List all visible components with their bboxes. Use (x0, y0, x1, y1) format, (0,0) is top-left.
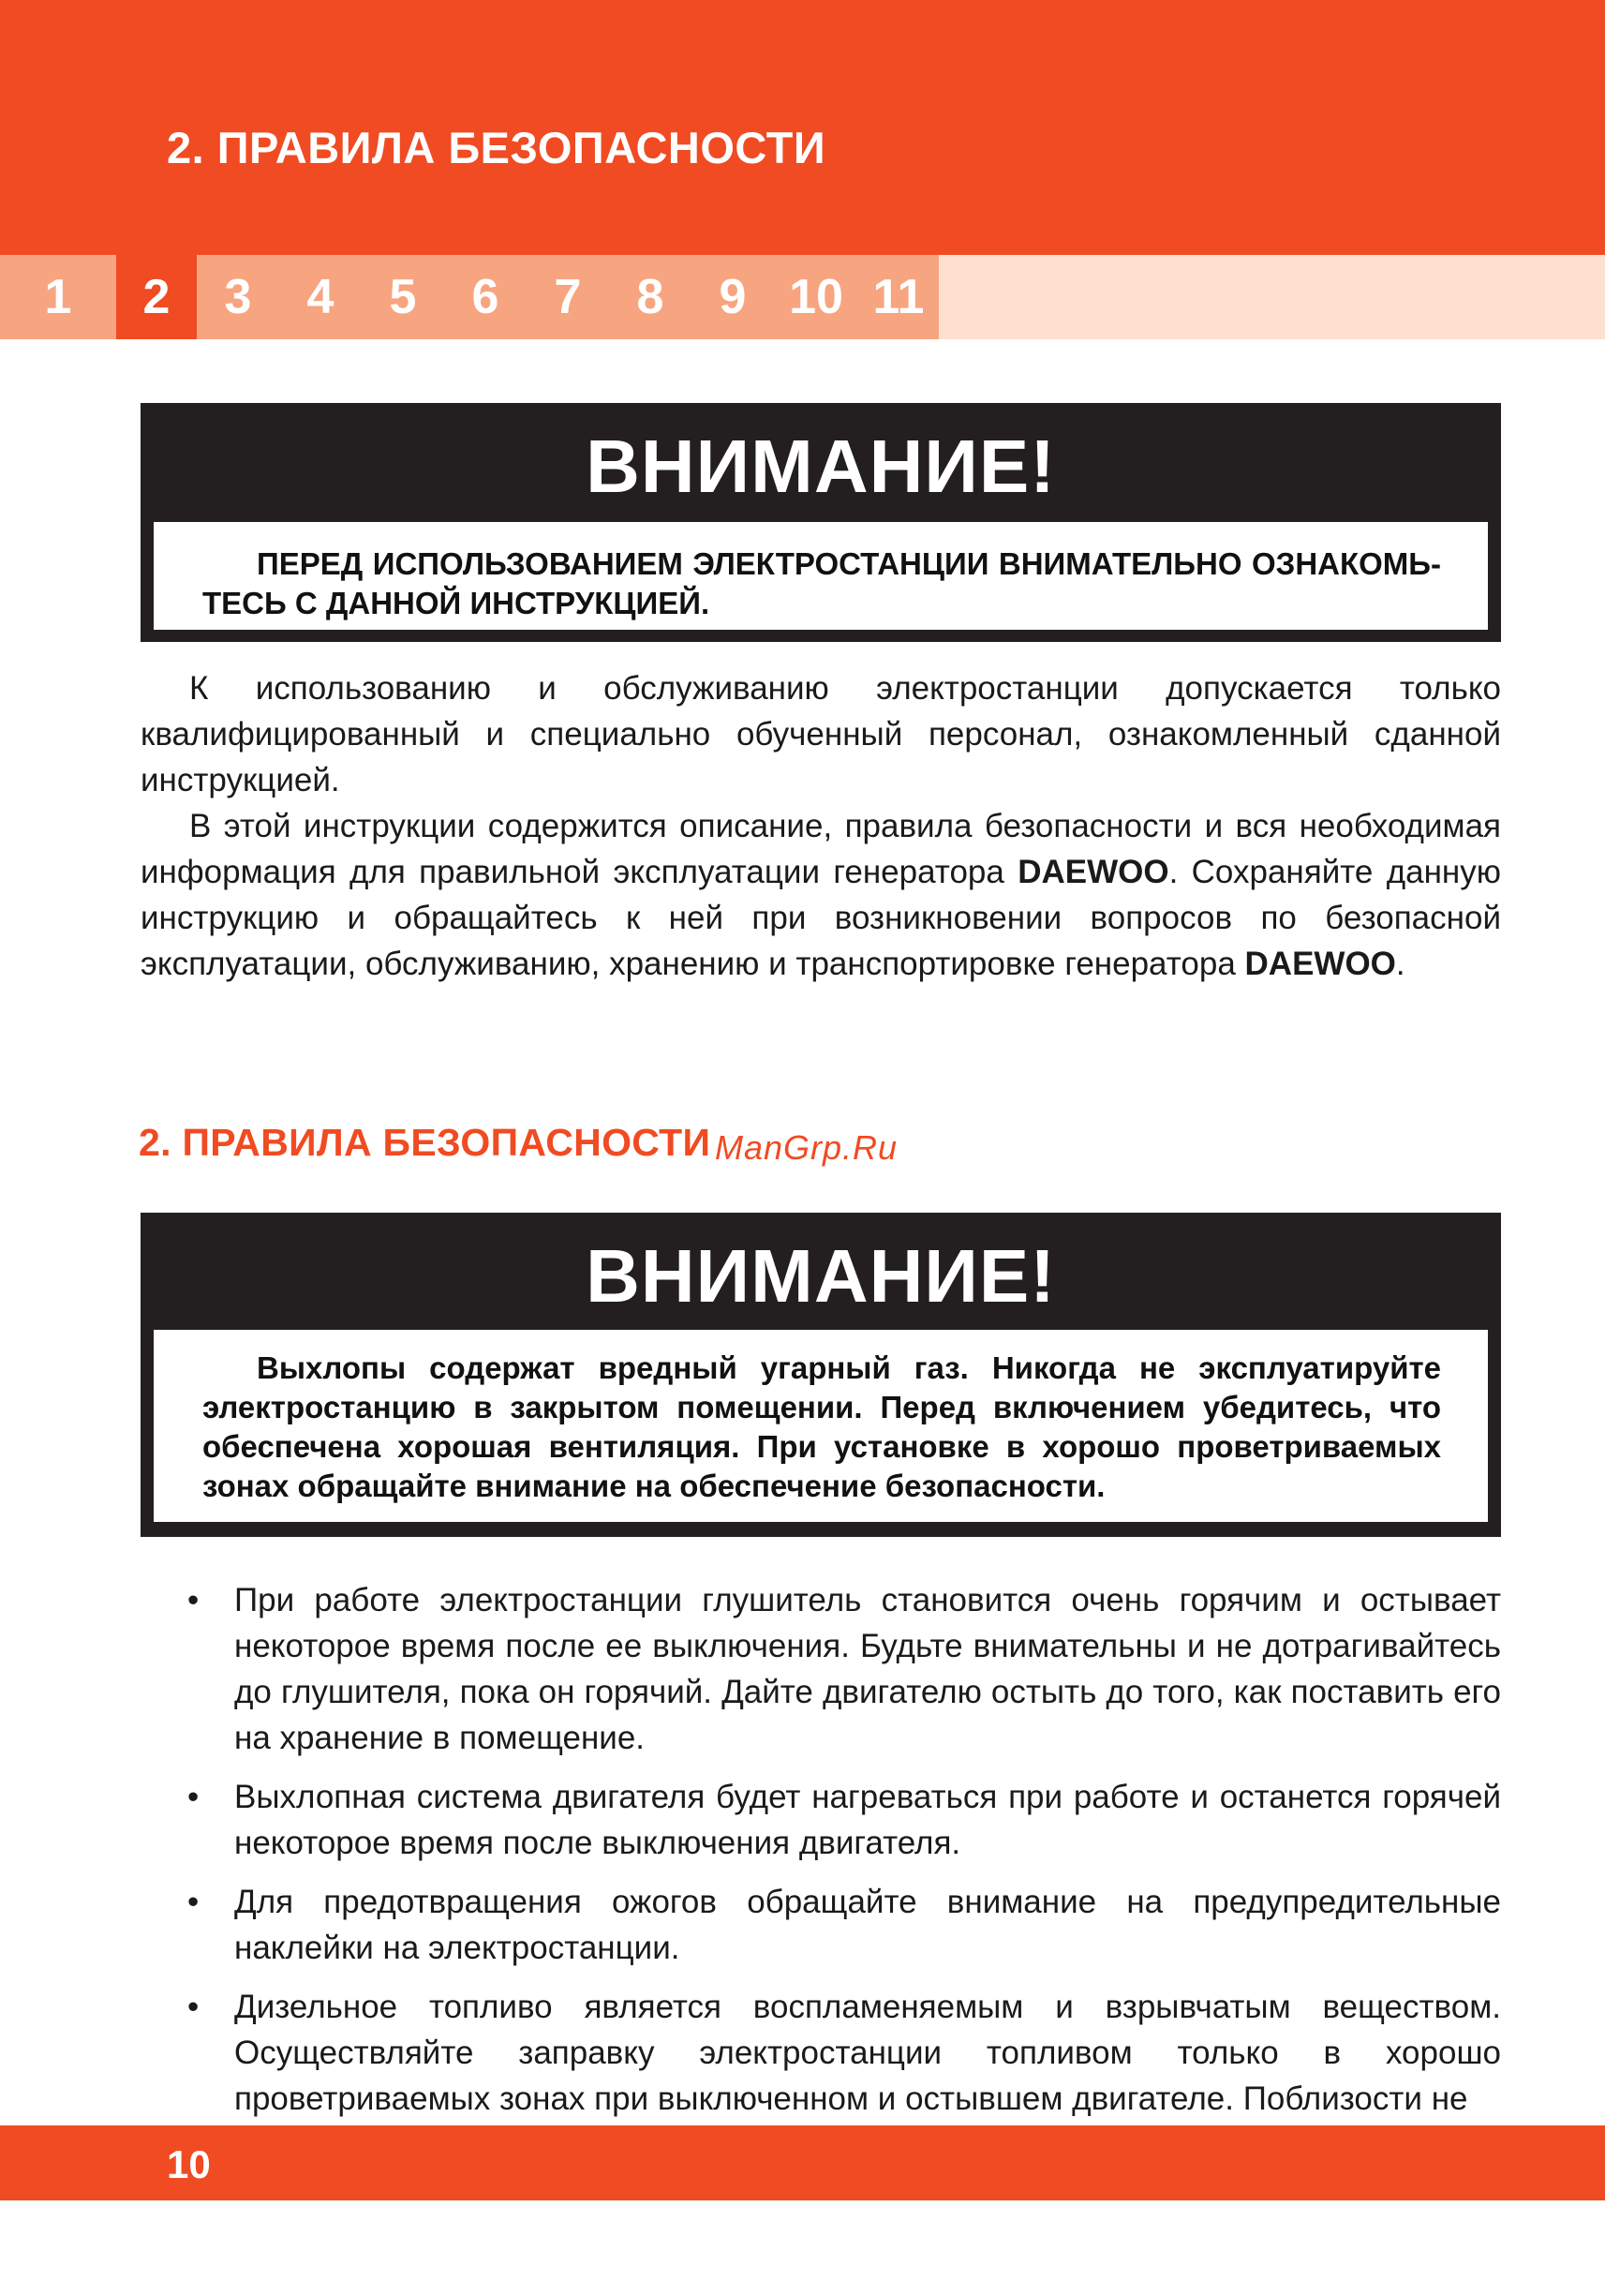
warning-body (154, 1330, 1488, 1522)
list-item: • При работе электростанции глушитель становится очень горячим и остывает некоторое время после ее выключения. Будьте внимательны и не дотрагивайтесь до глушителя, пока он горячий. Дайте двигателю остыть до того, как поставить его на хранение в помещение. (141, 1577, 1501, 1761)
warning-box-instructions (141, 403, 1501, 642)
chapter-tab-6[interactable]: 6 (444, 255, 527, 339)
list-item: • Выхлопная система двигателя будет нагреваться при работе и останется горячей некоторое время после выключения двигателя. (141, 1774, 1501, 1866)
bullet-marker: • (187, 1582, 200, 1618)
warning-text: Выхлопы содержат вредный угарный газ. Никогда не эксплуатируйте электростанцию в закрытом помещении. Перед включением убедитесь, что обеспечена хорошая вентиляция. При установке в хорошо проветриваемых зонах обращайте внимание на обеспечение безопасности. (202, 1350, 1441, 1503)
brand-name: DAEWOO (1244, 946, 1396, 982)
chapter-tab-2-active[interactable]: 2 (116, 255, 197, 339)
safety-bullet-list (141, 1577, 1501, 2135)
warning-title: ВНИМАНИЕ! (586, 1234, 1056, 1318)
warning-body (154, 522, 1488, 630)
chapter-tab-9[interactable]: 9 (691, 255, 774, 339)
chapter-tab-5[interactable]: 5 (362, 255, 444, 339)
chapter-tab-8[interactable]: 8 (609, 255, 691, 339)
brand-name: DAEWOO (1018, 854, 1169, 890)
chapter-tab-4[interactable]: 4 (279, 255, 362, 339)
intro-text (141, 665, 1501, 987)
warning-text: ПЕРЕД ИСПОЛЬЗОВАНИЕМ ЭЛЕКТРОСТАНЦИИ ВНИМАТЕЛЬНО ОЗНАКОМЬ- ТЕСЬ С ДАННОЙ ИНСТРУКЦИЕЙ. (202, 546, 1441, 620)
bullet-marker: • (187, 1989, 200, 2025)
chapter-tab-7[interactable]: 7 (527, 255, 609, 339)
page-number: 10 (167, 2142, 211, 2186)
watermark-text: ManGrp.Ru (715, 1128, 899, 1167)
chapter-tab-1[interactable]: 1 (0, 255, 116, 339)
bullet-marker: • (187, 1884, 200, 1920)
chapter-tabs (0, 255, 939, 339)
warning-box-exhaust (141, 1213, 1501, 1537)
list-item: • Дизельное топливо является воспламеняемым и взрывчатым веществом. Осуществляйте заправку электростанции топливом только в хорошо проветриваемых зонах при выключенном и остывшем двигателе. Поблизости не (141, 1984, 1501, 2122)
chapter-tab-10[interactable]: 10 (774, 255, 858, 339)
footer-band (0, 2125, 1605, 2200)
bullet-marker: • (187, 1779, 200, 1815)
section-heading: 2. ПРАВИЛА БЕЗОПАСНОСТИ (139, 1121, 711, 1164)
warning-title: ВНИМАНИЕ! (586, 425, 1056, 508)
intro-paragraph-1: К использованию и обслуживанию электростанции допускается только квалифицированный и специально обученный персонал, ознакомленный сданной инструкцией. (141, 670, 1501, 798)
intro-paragraph-2: В этой инструкции содержится описание, правила безопасности и вся необходимая информация для правильной эксплуатации генератора DAEWOO. Сохраняйте данную инструкцию и обращайтесь к ней при возникновении вопросов по безопасной эксплуатации, обслуживанию, хранению и транспортировке генератора DAEWOO. (141, 808, 1501, 982)
page-header-title: 2. ПРАВИЛА БЕЗОПАСНОСТИ (167, 123, 826, 172)
chapter-tab-3[interactable]: 3 (197, 255, 279, 339)
list-item: • Для предотвращения ожогов обращайте внимание на предупредительные наклейки на электростанции. (141, 1879, 1501, 1971)
chapter-tab-11[interactable]: 11 (858, 255, 939, 339)
